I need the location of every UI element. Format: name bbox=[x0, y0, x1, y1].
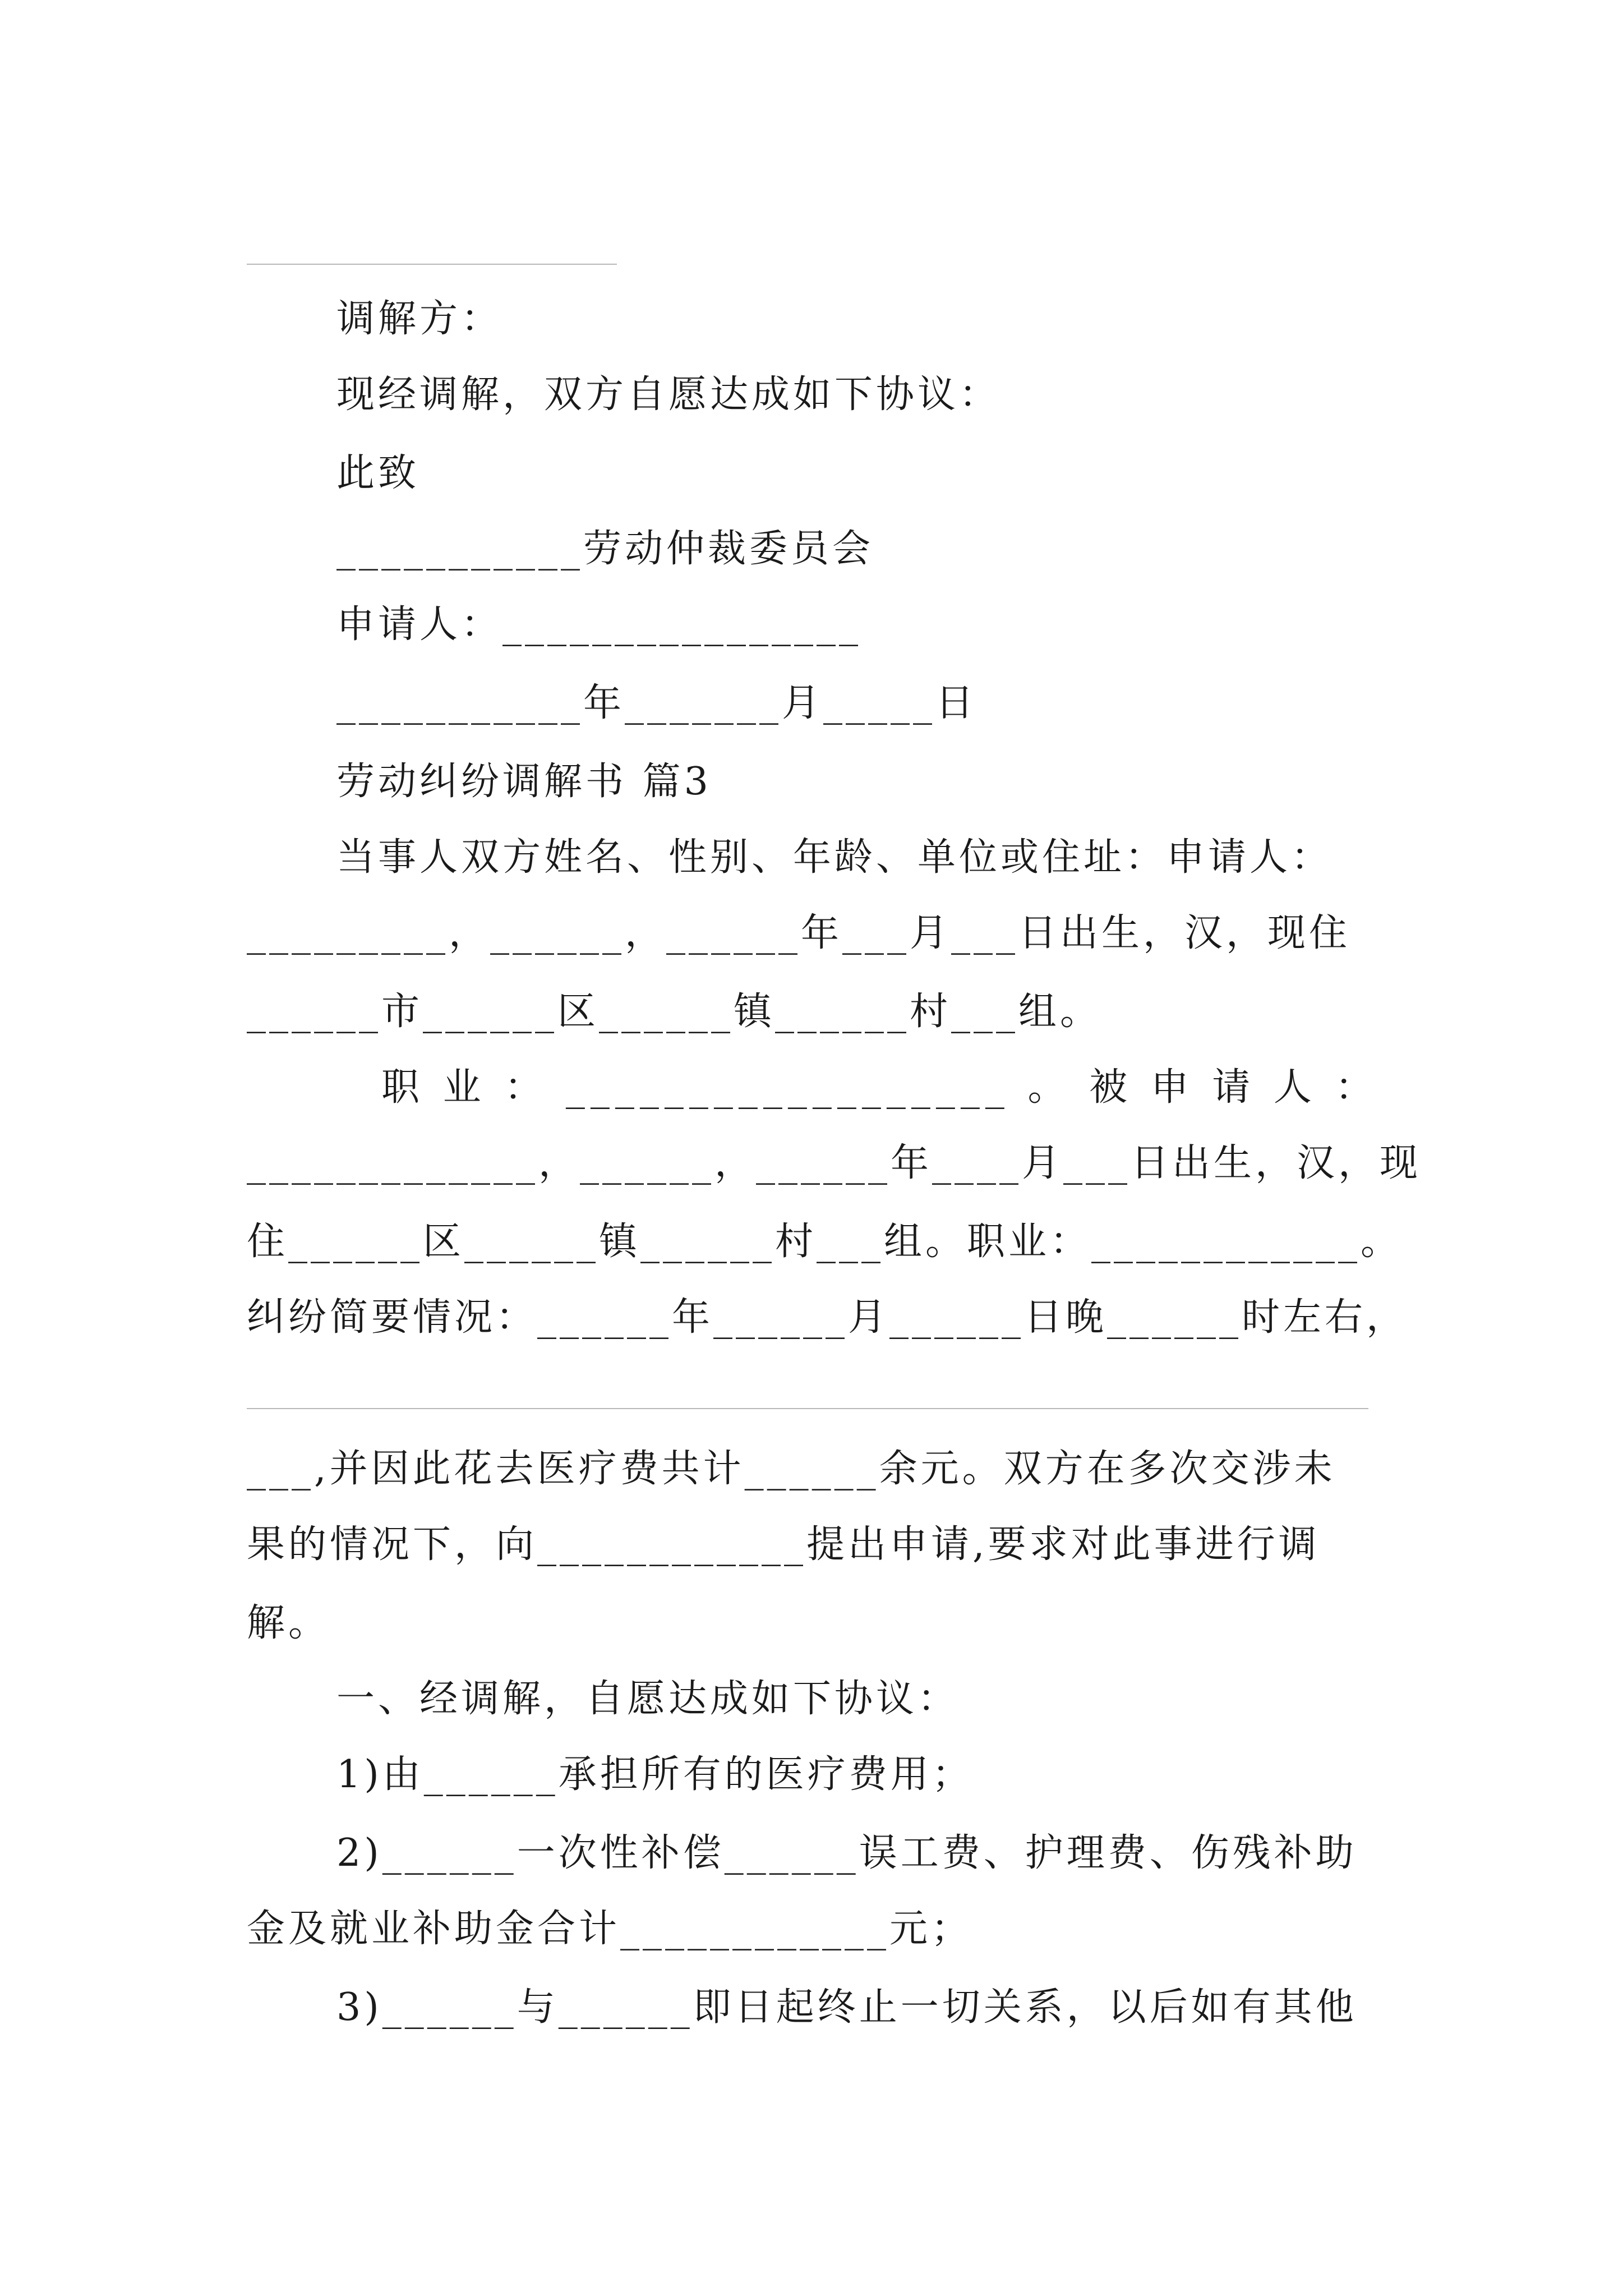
agreement-heading: 一、经调解，自愿达成如下协议： bbox=[336, 1677, 960, 1721]
salutation-line: 此致 bbox=[336, 451, 420, 495]
clause-3: 3)______与______即日起终止一切关系，以后如有其他 bbox=[336, 1985, 1357, 2030]
applicant-address-line: ______市______区______镇______村___组。 bbox=[247, 990, 1102, 1034]
dispute-summary-line: 纠纷简要情况：______年______月______日晚______时左右， bbox=[247, 1295, 1408, 1340]
medical-cost-line: ___,并因此花去医疗费共计______余元。双方在多次交涉未 bbox=[247, 1447, 1336, 1491]
clause-2-continued: 金及就业补助金合计____________元； bbox=[247, 1907, 973, 1951]
date-line: ___________年_______月_____日 bbox=[336, 681, 978, 725]
applicant-info-line: _________，______，______年___月___日出生，汉，现住 bbox=[247, 911, 1351, 955]
dispute-description-rule bbox=[247, 1408, 1368, 1409]
application-line-end: 解。 bbox=[247, 1601, 330, 1645]
mediator-line: 调解方： bbox=[336, 297, 503, 341]
committee-line: ___________劳动仲裁委员会 bbox=[336, 527, 874, 571]
clause-2: 2)______一次性补偿______误工费、护理费、伤残补助 bbox=[336, 1831, 1357, 1875]
applicant-signature-line: 申请人：________________ bbox=[336, 602, 862, 647]
clause-1: 1)由______承担所有的医疗费用； bbox=[336, 1752, 974, 1797]
respondent-address-line: 住______区______镇______村___组。职业：____________。 bbox=[247, 1220, 1403, 1264]
agreement-intro-line: 现经调解，双方自愿达成如下协议： bbox=[336, 372, 1001, 417]
parties-intro-line: 当事人双方姓名、性别、年龄、单位或住址：申请人： bbox=[336, 835, 1333, 880]
respondent-info-line: _____________，______，______年____月___日出生，汉，现 bbox=[247, 1141, 1422, 1185]
occupation-respondent-line: 职 业 ： __________________ 。 被 申 请 人 ： bbox=[381, 1065, 1379, 1110]
application-line: 果的情况下，向____________提出申请,要求对此事进行调 bbox=[247, 1522, 1320, 1567]
section-title: 劳动纠纷调解书 篇3 bbox=[336, 760, 712, 804]
top-rule bbox=[247, 264, 617, 265]
